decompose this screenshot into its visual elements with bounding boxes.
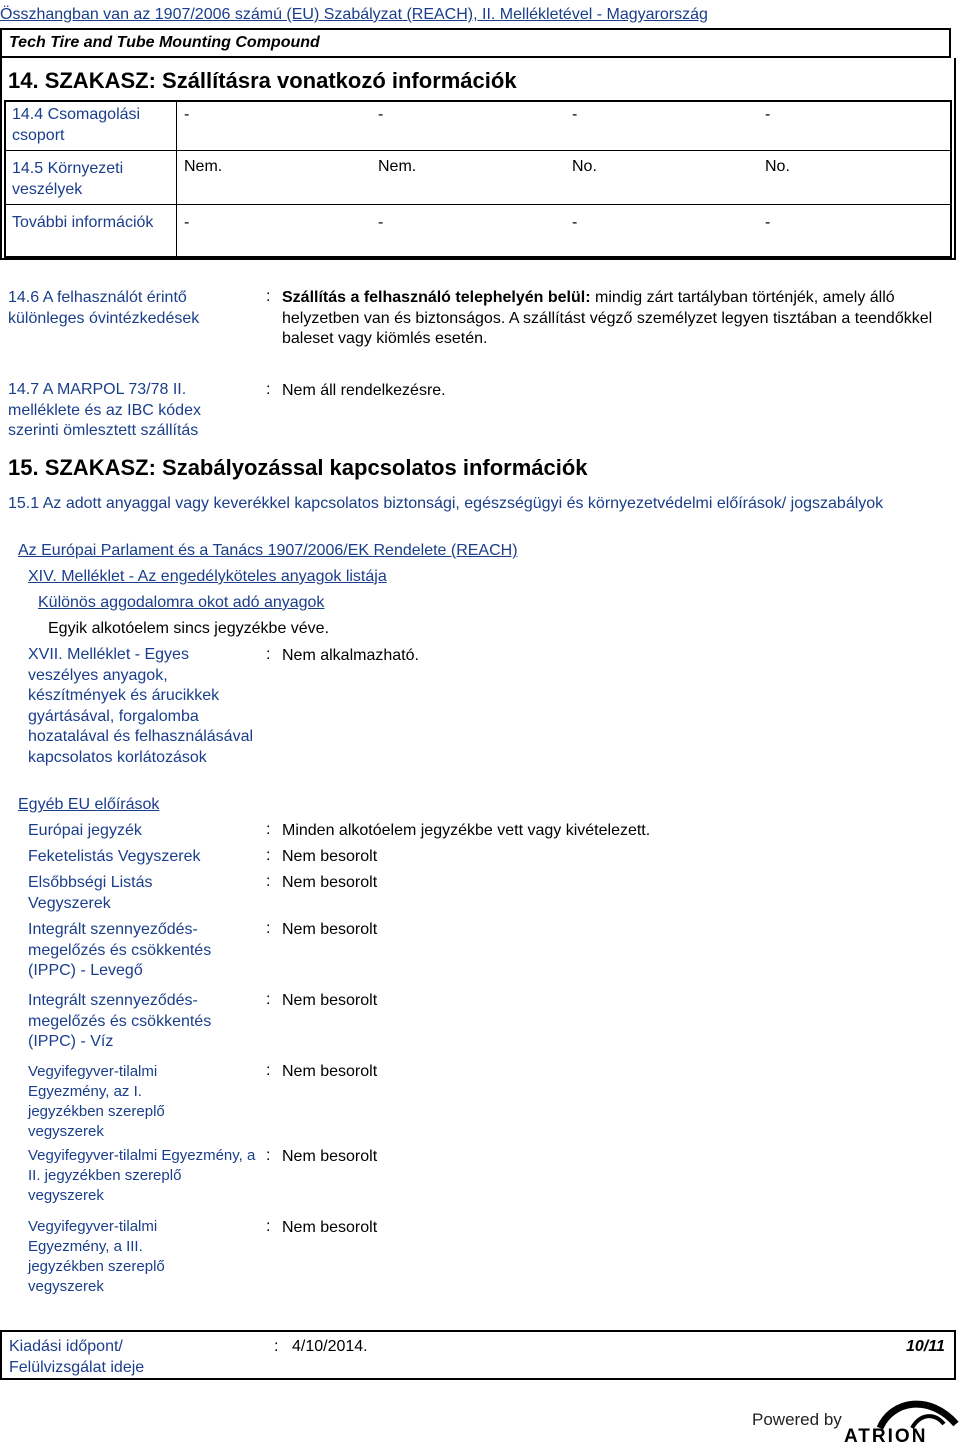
section15-subtitle: 15.1 Az adott anyaggal vagy keverékkel kapcsolatos biztonsági, egészségügyi és környezetvédelmi előírások/ jogszabályok bbox=[8, 495, 884, 512]
table-cell: - bbox=[572, 106, 578, 123]
footer-label: Kiadási időpont/ Felülvizsgálat ideje bbox=[9, 1338, 145, 1376]
table-cell: - bbox=[572, 214, 578, 231]
section15-title: 15. SZAKASZ: Szabályozással kapcsolatos információk bbox=[8, 455, 588, 480]
item-14-6-value bbox=[282, 288, 948, 350]
other-eu-colon: : bbox=[266, 991, 271, 1008]
other-eu-colon: : bbox=[266, 873, 271, 890]
document-header-title: Összhangban van az 1907/2006 számú (EU) Szabályzat (REACH), II. Mellékletével - Magyarország bbox=[0, 6, 708, 23]
item-14-6-value-text: mindig zárt tartályban történjék, amely álló helyzetben van és biztonságos. A szállítást végző személyzet legyen tisztában a teendőkkel baleset vagy kiömlés esetén. bbox=[282, 289, 933, 347]
other-eu-label: Vegyifegyver-tilalmi Egyezmény, az I. jegyzékben szereplő vegyszerek bbox=[28, 1063, 165, 1140]
item-14-6-value-bold: Szállítás a felhasználó telephelyén belül: bbox=[282, 289, 591, 306]
item-14-7-colon: : bbox=[266, 381, 271, 398]
table-cell: No. bbox=[765, 158, 790, 175]
reach-regulation-link: Az Európai Parlament és a Tanács 1907/2006/EK Rendelete (REACH) bbox=[18, 542, 518, 559]
other-eu-value: Nem besorolt bbox=[282, 921, 378, 938]
product-name: Tech Tire and Tube Mounting Compound bbox=[9, 34, 320, 51]
other-eu-link: Egyéb EU előírások bbox=[18, 796, 160, 813]
transport-table bbox=[4, 100, 952, 258]
section14-title: 14. SZAKASZ: Szállításra vonatkozó információk bbox=[8, 68, 517, 93]
other-eu-label: Integrált szennyeződés-megelőzés és csökkentés (IPPC) - Víz bbox=[28, 992, 212, 1050]
other-eu-value: Nem besorolt bbox=[282, 848, 378, 865]
other-eu-colon: : bbox=[266, 1147, 271, 1164]
footer-box bbox=[0, 1330, 956, 1380]
other-eu-colon: : bbox=[266, 821, 271, 838]
table-row-divider bbox=[6, 150, 950, 151]
other-eu-colon: : bbox=[266, 1218, 271, 1235]
table-cell: - bbox=[765, 214, 771, 231]
annex17-value: Nem alkalmazható. bbox=[282, 647, 419, 664]
table-cell: - bbox=[184, 106, 190, 123]
other-eu-label: Integrált szennyeződés-megelőzés és csökkentés (IPPC) - Levegő bbox=[28, 921, 212, 979]
atrion-swoosh-icon bbox=[872, 1396, 960, 1430]
atrion-logo bbox=[752, 1396, 960, 1446]
footer-date: 4/10/2014. bbox=[292, 1338, 368, 1355]
table-cell: Nem. bbox=[378, 158, 417, 175]
other-eu-value: Nem besorolt bbox=[282, 1219, 378, 1236]
footer-colon: : bbox=[274, 1338, 279, 1355]
other-eu-value: Nem besorolt bbox=[282, 1148, 378, 1165]
powered-by-text: Powered by bbox=[752, 1410, 842, 1429]
svhc-text: Egyik alkotóelem sincs jegyzékbe véve. bbox=[48, 620, 330, 637]
other-eu-colon: : bbox=[266, 847, 271, 864]
table-divider bbox=[176, 102, 177, 256]
other-eu-value: Nem besorolt bbox=[282, 992, 378, 1009]
other-eu-label: Vegyifegyver-tilalmi Egyezmény, a II. jegyzékben szereplő vegyszerek bbox=[28, 1147, 256, 1204]
annex17-label: XVII. Melléklet - Egyes veszélyes anyagok, készítmények és árucikkek gyártásával, forgalomba hozatalával és felhasználásával kapcsolatos korlátozások bbox=[28, 646, 254, 766]
table-cell: - bbox=[378, 106, 384, 123]
item-14-6-label: 14.6 A felhasználót érintő különleges óvintézkedések bbox=[8, 289, 200, 327]
other-eu-colon: : bbox=[266, 1062, 271, 1079]
table-row-divider bbox=[6, 204, 950, 205]
table-cell: No. bbox=[572, 158, 597, 175]
other-eu-value: Nem besorolt bbox=[282, 1063, 378, 1080]
other-eu-value: Minden alkotóelem jegyzékbe vett vagy kivételezett. bbox=[282, 822, 651, 839]
table-cell: - bbox=[378, 214, 384, 231]
svhc-link: Különös aggodalomra okot adó anyagok bbox=[38, 594, 325, 611]
other-eu-label: Vegyifegyver-tilalmi Egyezmény, a III. jegyzékben szereplő vegyszerek bbox=[28, 1218, 165, 1295]
item-14-6-colon: : bbox=[266, 288, 271, 305]
other-eu-colon: : bbox=[266, 920, 271, 937]
item-14-7-label: 14.7 A MARPOL 73/78 II. melléklete és az IBC kódex szerinti ömlesztett szállítás bbox=[8, 381, 201, 439]
annex14-link: XIV. Melléklet - Az engedélyköteles anyagok listája bbox=[28, 568, 387, 585]
table-row-label: További információk bbox=[12, 214, 154, 231]
table-cell: - bbox=[184, 214, 190, 231]
item-14-7-value: Nem áll rendelkezésre. bbox=[282, 382, 446, 399]
table-cell: - bbox=[765, 106, 771, 123]
table-row-label: 14.4 Csomagolási csoport bbox=[12, 106, 141, 144]
table-cell: Nem. bbox=[184, 158, 223, 175]
annex17-colon: : bbox=[266, 646, 271, 663]
table-row-label: 14.5 Környezeti veszélyek bbox=[12, 160, 124, 198]
product-name-box bbox=[0, 28, 951, 58]
other-eu-label: Feketelistás Vegyszerek bbox=[28, 848, 201, 865]
footer-page-number: 10/11 bbox=[906, 1338, 945, 1355]
other-eu-label: Európai jegyzék bbox=[28, 822, 142, 839]
other-eu-label: Elsőbbségi Listás Vegyszerek bbox=[28, 874, 153, 912]
atrion-brand-text: ATRION bbox=[844, 1426, 928, 1447]
other-eu-value: Nem besorolt bbox=[282, 874, 378, 891]
